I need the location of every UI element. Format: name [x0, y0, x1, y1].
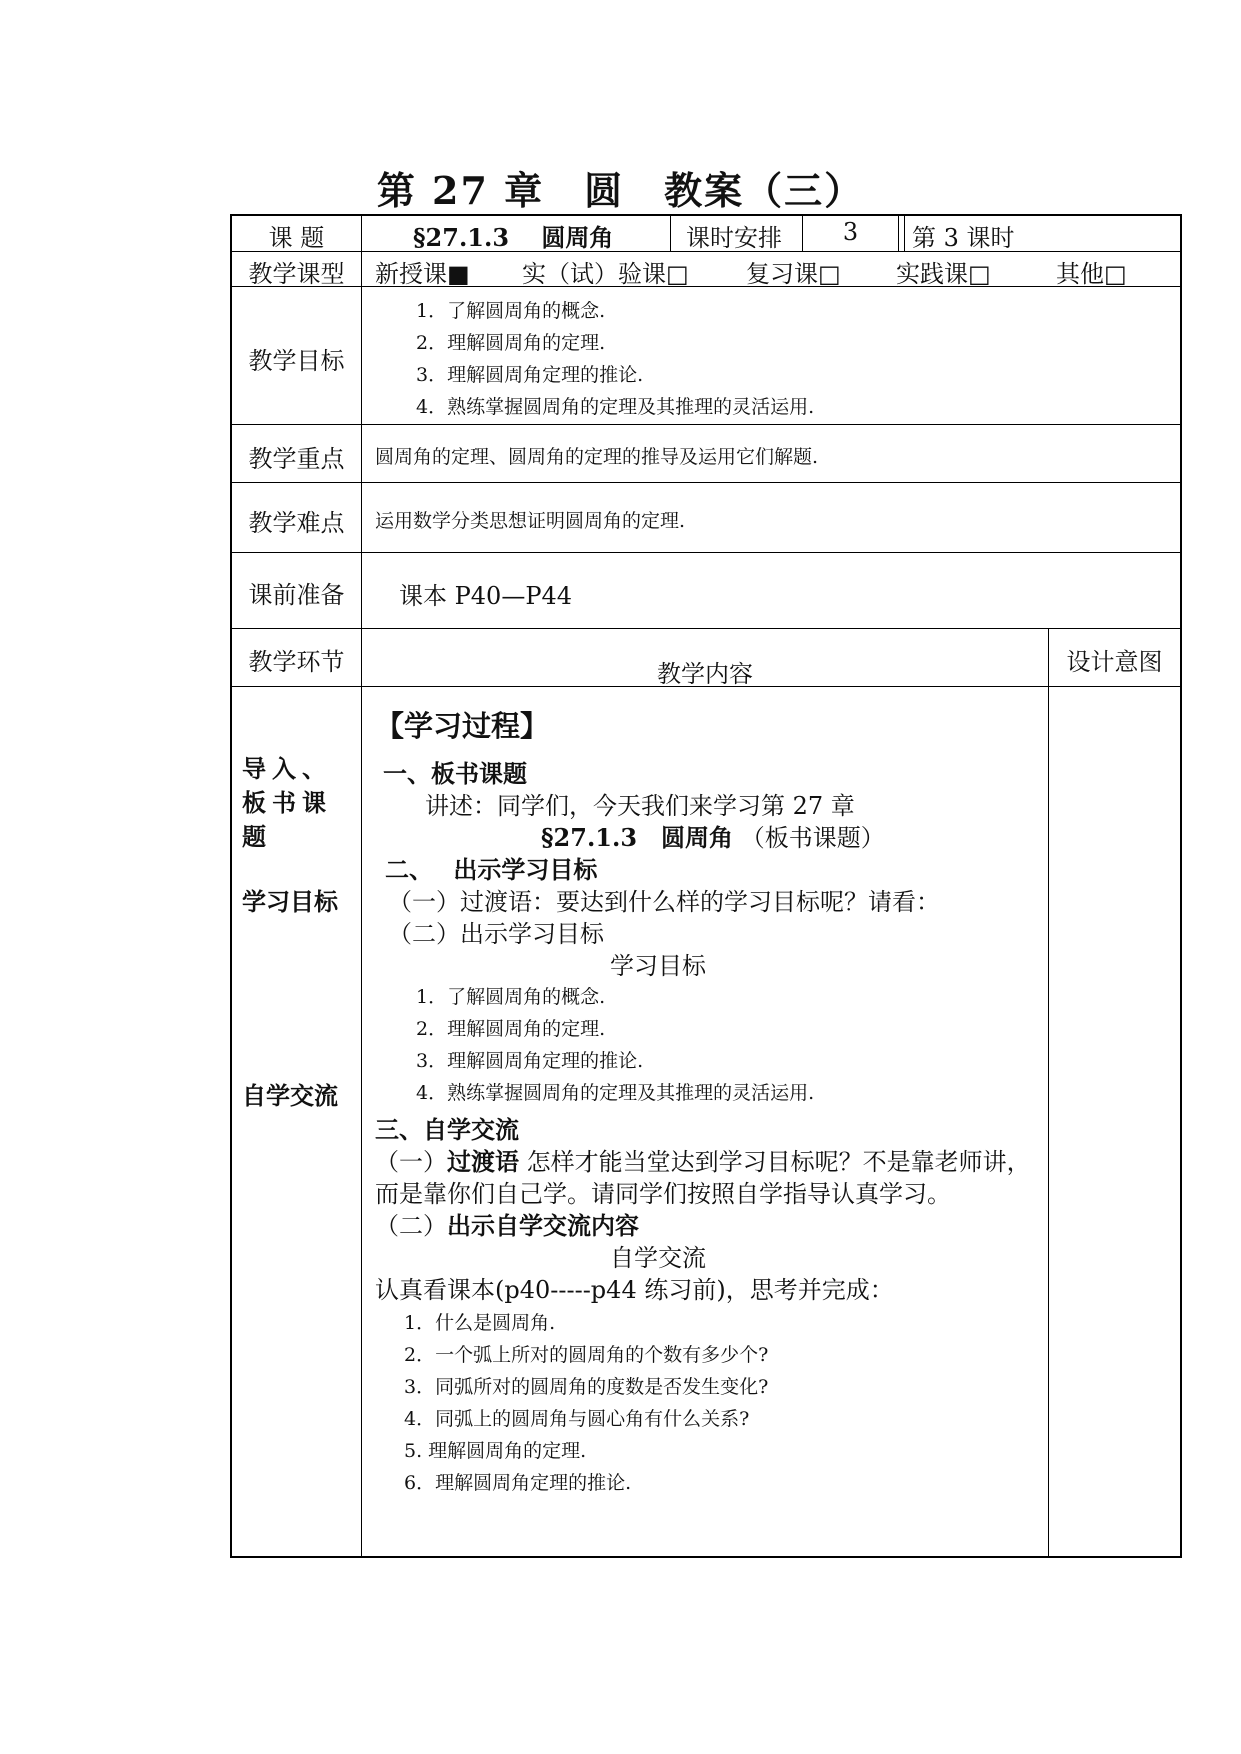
section-3-show	[375, 1206, 639, 1241]
section-2-item: 2．理解圆周角的定理.	[416, 1018, 606, 1040]
section-3-item: 5. 理解圆周角的定理.	[404, 1440, 587, 1462]
section-1-heading: 一、板书课题	[383, 759, 527, 788]
section-2-heading: 二、 出示学习目标	[385, 855, 598, 884]
stage-column-header: 教学环节	[248, 648, 345, 676]
section-3-item: 3．同弧所对的圆周角的度数是否发生变化?	[404, 1376, 769, 1398]
section-1-topic	[541, 818, 885, 853]
schedule-label: 课时安排	[686, 224, 782, 252]
objective-item: 1．了解圆周角的概念.	[416, 300, 606, 322]
section-2-item: 1．了解圆周角的概念.	[416, 986, 606, 1008]
key-points-text: 圆周角的定理、圆周角的定理的推导及运用它们解题.	[375, 446, 819, 468]
process-heading: 【学习过程】	[375, 709, 550, 743]
section-2-show: （二）出示学习目标	[388, 920, 604, 948]
section-3-item: 6．理解圆周角定理的推论.	[404, 1472, 632, 1494]
section-3-box-title: 自学交流	[610, 1244, 706, 1272]
section-2-item: 4．熟练掌握圆周角的定理及其推理的灵活运用.	[416, 1082, 815, 1104]
section-3-show-bold: 出示自学交流内容	[447, 1211, 639, 1240]
key-points-label: 教学重点	[248, 445, 345, 473]
section-3-item: 2．一个弧上所对的圆周角的个数有多少个?	[404, 1344, 769, 1366]
section-3-transition	[375, 1142, 1031, 1177]
section-3-show-prefix: （二）	[375, 1212, 447, 1240]
stage-self-study: 自学交流	[242, 1081, 338, 1110]
preparation-text: 课本 P40—P44	[399, 582, 573, 610]
lesson-type-option: 实（试）验课□	[522, 260, 689, 288]
difficulties-text: 运用数学分类思想证明圆周角的定理.	[375, 510, 686, 532]
difficulties-label: 教学难点	[248, 509, 345, 537]
section-1-topic-note: （板书课题）	[740, 824, 885, 852]
objectives-label: 教学目标	[248, 347, 345, 375]
lesson-type-option: 其他□	[1056, 260, 1127, 288]
lesson-type-option: 复习课□	[746, 260, 841, 288]
preparation-label: 课前准备	[248, 581, 345, 609]
lesson-number: 第 3 课时	[912, 224, 1015, 252]
section-1-topic-bold: §27.1.3 圆周角	[541, 823, 734, 852]
section-1-narration: 讲述：同学们，今天我们来学习第 27 章	[425, 792, 855, 820]
section-2-box-title: 学习目标	[610, 952, 706, 980]
section-3-heading: 三、自学交流	[375, 1115, 519, 1144]
section-3-transition-bold: 过渡语	[447, 1147, 519, 1176]
objective-item: 2．理解圆周角的定理.	[416, 332, 606, 354]
lesson-type-label: 教学课型	[248, 260, 345, 288]
section-3-item: 1．什么是圆周角.	[404, 1312, 556, 1334]
document-title: 第 27 章 圆 教案（三）	[376, 168, 865, 213]
intent-column-header: 设计意图	[1066, 648, 1163, 676]
section-3-intro: 认真看课本(p40-----p44 练习前)，思考并完成：	[375, 1276, 894, 1304]
section-2-transition: （一）过渡语：要达到什么样的学习目标呢？请看：	[388, 888, 940, 916]
section-3-transition-prefix: （一）	[375, 1148, 447, 1176]
objective-item: 4．熟练掌握圆周角的定理及其推理的灵活运用.	[416, 396, 815, 418]
section-3-item: 4．同弧上的圆周角与圆心角有什么关系?	[404, 1408, 750, 1430]
objective-item: 3．理解圆周角定理的推论.	[416, 364, 644, 386]
section-3-transition-text: 怎样才能当堂达到学习目标呢？不是靠老师讲，	[519, 1148, 1031, 1176]
stage-intro: 导入、板书课题	[242, 754, 332, 851]
lesson-type-option: 实践课□	[896, 260, 991, 288]
section-2-item: 3．理解圆周角定理的推论.	[416, 1050, 644, 1072]
section-3-transition-cont: 而是靠你们自己学。请同学们按照自学指导认真学习。	[375, 1180, 951, 1208]
stage-objectives: 学习目标	[242, 887, 338, 916]
topic-value: §27.1.3 圆周角	[413, 223, 614, 252]
lesson-type-option: 新授课■	[375, 260, 470, 288]
content-column-header: 教学内容	[657, 660, 753, 688]
topic-label: 课 题	[268, 224, 325, 252]
schedule-value: 3	[842, 218, 859, 246]
